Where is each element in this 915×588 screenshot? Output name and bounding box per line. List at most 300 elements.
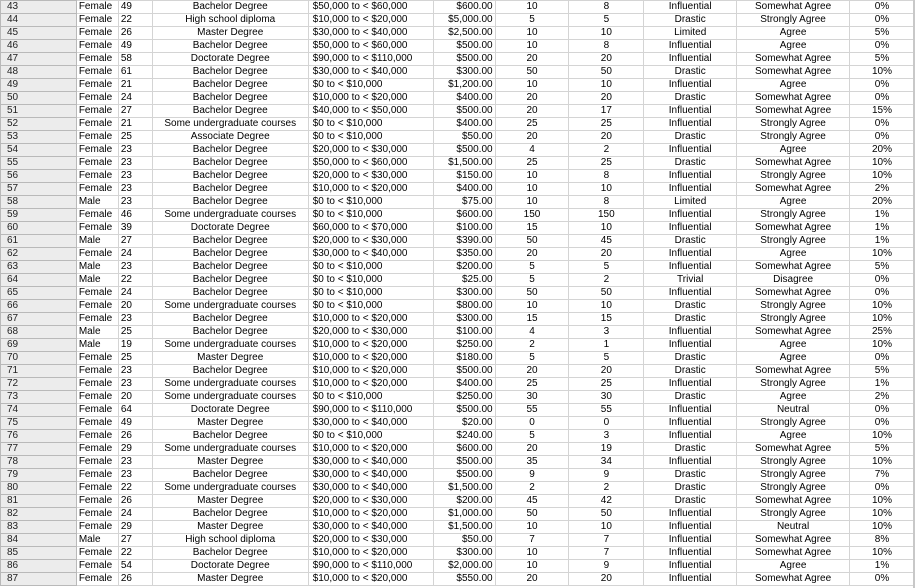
cell-value-b[interactable]: 1 <box>569 339 644 352</box>
cell-agreement[interactable]: Strongly Agree <box>737 378 850 391</box>
cell-value-a[interactable]: 5 <box>495 430 569 443</box>
cell-sex[interactable]: Male <box>76 534 118 547</box>
cell-value-b[interactable]: 0 <box>569 417 644 430</box>
cell-agreement[interactable]: Strongly Agree <box>737 300 850 313</box>
cell-value-a[interactable]: 10 <box>495 1 569 14</box>
cell-income[interactable]: $50,000 to < $60,000 <box>308 1 433 14</box>
cell-amount[interactable]: $390.00 <box>433 235 495 248</box>
cell-sex[interactable]: Female <box>76 573 118 586</box>
cell-value-a[interactable]: 20 <box>495 573 569 586</box>
row-header[interactable]: 62 <box>1 248 77 261</box>
cell-value-a[interactable]: 20 <box>495 105 569 118</box>
cell-influence[interactable]: Drastic <box>644 391 737 404</box>
cell-education[interactable]: Some undergraduate courses <box>152 378 308 391</box>
cell-value-b[interactable]: 10 <box>569 79 644 92</box>
cell-amount[interactable]: $200.00 <box>433 495 495 508</box>
cell-amount[interactable]: $300.00 <box>433 287 495 300</box>
cell-sex[interactable]: Male <box>76 339 118 352</box>
cell-age[interactable]: 29 <box>118 521 152 534</box>
cell-income[interactable]: $10,000 to < $20,000 <box>308 378 433 391</box>
cell-influence[interactable]: Influential <box>644 534 737 547</box>
cell-sex[interactable]: Female <box>76 1 118 14</box>
cell-amount[interactable]: $400.00 <box>433 183 495 196</box>
cell-influence[interactable]: Drastic <box>644 66 737 79</box>
cell-influence[interactable]: Influential <box>644 248 737 261</box>
cell-education[interactable]: Some undergraduate courses <box>152 209 308 222</box>
cell-percent[interactable]: 10% <box>850 547 915 560</box>
row-header[interactable]: 72 <box>1 378 77 391</box>
cell-percent[interactable]: 0% <box>850 482 915 495</box>
row-header[interactable]: 52 <box>1 118 77 131</box>
cell-agreement[interactable]: Strongly Agree <box>737 313 850 326</box>
cell-income[interactable]: $30,000 to < $40,000 <box>308 469 433 482</box>
cell-influence[interactable]: Influential <box>644 144 737 157</box>
row-header[interactable]: 43 <box>1 1 77 14</box>
cell-value-a[interactable]: 20 <box>495 131 569 144</box>
cell-income[interactable]: $90,000 to < $110,000 <box>308 404 433 417</box>
cell-income[interactable]: $30,000 to < $40,000 <box>308 456 433 469</box>
cell-agreement[interactable]: Strongly Agree <box>737 118 850 131</box>
cell-influence[interactable]: Influential <box>644 79 737 92</box>
cell-agreement[interactable]: Somewhat Agree <box>737 547 850 560</box>
cell-income[interactable]: $0 to < $10,000 <box>308 79 433 92</box>
cell-education[interactable]: Doctorate Degree <box>152 404 308 417</box>
cell-influence[interactable]: Influential <box>644 430 737 443</box>
cell-education[interactable]: Doctorate Degree <box>152 53 308 66</box>
cell-education[interactable]: Doctorate Degree <box>152 222 308 235</box>
cell-amount[interactable]: $300.00 <box>433 313 495 326</box>
cell-age[interactable]: 58 <box>118 53 152 66</box>
cell-age[interactable]: 23 <box>118 365 152 378</box>
cell-influence[interactable]: Influential <box>644 118 737 131</box>
row-header[interactable]: 45 <box>1 27 77 40</box>
cell-sex[interactable]: Female <box>76 157 118 170</box>
cell-value-b[interactable]: 15 <box>569 313 644 326</box>
cell-influence[interactable]: Influential <box>644 53 737 66</box>
row-header[interactable]: 68 <box>1 326 77 339</box>
cell-age[interactable]: 49 <box>118 1 152 14</box>
cell-percent[interactable]: 0% <box>850 417 915 430</box>
cell-amount[interactable]: $500.00 <box>433 456 495 469</box>
cell-income[interactable]: $10,000 to < $20,000 <box>308 547 433 560</box>
cell-age[interactable]: 26 <box>118 573 152 586</box>
cell-amount[interactable]: $2,500.00 <box>433 27 495 40</box>
cell-influence[interactable]: Influential <box>644 547 737 560</box>
cell-value-b[interactable]: 30 <box>569 391 644 404</box>
cell-education[interactable]: Bachelor Degree <box>152 248 308 261</box>
cell-income[interactable]: $0 to < $10,000 <box>308 430 433 443</box>
cell-income[interactable]: $30,000 to < $40,000 <box>308 482 433 495</box>
cell-amount[interactable]: $75.00 <box>433 196 495 209</box>
cell-value-a[interactable]: 50 <box>495 235 569 248</box>
cell-value-a[interactable]: 5 <box>495 14 569 27</box>
cell-age[interactable]: 21 <box>118 118 152 131</box>
cell-influence[interactable]: Influential <box>644 417 737 430</box>
cell-income[interactable]: $20,000 to < $30,000 <box>308 144 433 157</box>
cell-age[interactable]: 24 <box>118 287 152 300</box>
cell-age[interactable]: 22 <box>118 547 152 560</box>
cell-influence[interactable]: Influential <box>644 508 737 521</box>
cell-agreement[interactable]: Strongly Agree <box>737 14 850 27</box>
cell-age[interactable]: 19 <box>118 339 152 352</box>
cell-value-b[interactable]: 2 <box>569 274 644 287</box>
cell-agreement[interactable]: Agree <box>737 248 850 261</box>
cell-value-a[interactable]: 4 <box>495 144 569 157</box>
cell-value-a[interactable]: 4 <box>495 326 569 339</box>
cell-percent[interactable]: 0% <box>850 352 915 365</box>
row-header[interactable]: 46 <box>1 40 77 53</box>
cell-agreement[interactable]: Strongly Agree <box>737 469 850 482</box>
cell-influence[interactable]: Limited <box>644 27 737 40</box>
cell-sex[interactable]: Female <box>76 222 118 235</box>
cell-percent[interactable]: 1% <box>850 235 915 248</box>
cell-sex[interactable]: Female <box>76 53 118 66</box>
cell-value-b[interactable]: 50 <box>569 287 644 300</box>
cell-value-b[interactable]: 20 <box>569 92 644 105</box>
cell-income[interactable]: $0 to < $10,000 <box>308 300 433 313</box>
cell-sex[interactable]: Female <box>76 378 118 391</box>
cell-percent[interactable]: 10% <box>850 66 915 79</box>
cell-income[interactable]: $30,000 to < $40,000 <box>308 66 433 79</box>
cell-education[interactable]: Master Degree <box>152 573 308 586</box>
cell-influence[interactable]: Influential <box>644 183 737 196</box>
cell-value-a[interactable]: 20 <box>495 248 569 261</box>
cell-agreement[interactable]: Strongly Agree <box>737 209 850 222</box>
cell-age[interactable]: 49 <box>118 40 152 53</box>
cell-education[interactable]: Bachelor Degree <box>152 235 308 248</box>
cell-sex[interactable]: Female <box>76 547 118 560</box>
cell-value-b[interactable]: 34 <box>569 456 644 469</box>
cell-influence[interactable]: Influential <box>644 170 737 183</box>
row-header[interactable]: 82 <box>1 508 77 521</box>
cell-income[interactable]: $10,000 to < $20,000 <box>308 92 433 105</box>
cell-income[interactable]: $0 to < $10,000 <box>308 209 433 222</box>
cell-age[interactable]: 46 <box>118 209 152 222</box>
cell-amount[interactable]: $550.00 <box>433 573 495 586</box>
cell-amount[interactable]: $500.00 <box>433 469 495 482</box>
cell-education[interactable]: Associate Degree <box>152 131 308 144</box>
row-header[interactable]: 78 <box>1 456 77 469</box>
cell-agreement[interactable]: Agree <box>737 40 850 53</box>
cell-percent[interactable]: 10% <box>850 248 915 261</box>
cell-amount[interactable]: $1,500.00 <box>433 521 495 534</box>
row-header[interactable]: 83 <box>1 521 77 534</box>
cell-age[interactable]: 49 <box>118 417 152 430</box>
cell-amount[interactable]: $180.00 <box>433 352 495 365</box>
cell-age[interactable]: 23 <box>118 196 152 209</box>
cell-sex[interactable]: Male <box>76 274 118 287</box>
cell-age[interactable]: 23 <box>118 261 152 274</box>
cell-value-a[interactable]: 10 <box>495 79 569 92</box>
cell-amount[interactable]: $400.00 <box>433 92 495 105</box>
cell-income[interactable]: $30,000 to < $40,000 <box>308 27 433 40</box>
row-header[interactable]: 70 <box>1 352 77 365</box>
cell-sex[interactable]: Female <box>76 14 118 27</box>
cell-education[interactable]: Bachelor Degree <box>152 326 308 339</box>
cell-influence[interactable]: Influential <box>644 209 737 222</box>
row-header[interactable]: 80 <box>1 482 77 495</box>
cell-education[interactable]: Bachelor Degree <box>152 313 308 326</box>
cell-percent[interactable]: 10% <box>850 300 915 313</box>
cell-education[interactable]: Bachelor Degree <box>152 157 308 170</box>
cell-agreement[interactable]: Somewhat Agree <box>737 92 850 105</box>
cell-income[interactable]: $10,000 to < $20,000 <box>308 352 433 365</box>
cell-agreement[interactable]: Strongly Agree <box>737 482 850 495</box>
cell-percent[interactable]: 10% <box>850 521 915 534</box>
cell-education[interactable]: Master Degree <box>152 27 308 40</box>
cell-percent[interactable]: 0% <box>850 131 915 144</box>
row-header[interactable]: 55 <box>1 157 77 170</box>
cell-sex[interactable]: Female <box>76 170 118 183</box>
cell-income[interactable]: $10,000 to < $20,000 <box>308 508 433 521</box>
cell-agreement[interactable]: Strongly Agree <box>737 131 850 144</box>
cell-sex[interactable]: Female <box>76 27 118 40</box>
cell-income[interactable]: $50,000 to < $60,000 <box>308 40 433 53</box>
cell-amount[interactable]: $150.00 <box>433 170 495 183</box>
cell-agreement[interactable]: Somewhat Agree <box>737 183 850 196</box>
cell-agreement[interactable]: Somewhat Agree <box>737 443 850 456</box>
cell-agreement[interactable]: Somewhat Agree <box>737 53 850 66</box>
row-header[interactable]: 65 <box>1 287 77 300</box>
cell-influence[interactable]: Trivial <box>644 274 737 287</box>
row-header[interactable]: 59 <box>1 209 77 222</box>
cell-sex[interactable]: Female <box>76 118 118 131</box>
cell-value-a[interactable]: 25 <box>495 157 569 170</box>
cell-value-a[interactable]: 55 <box>495 404 569 417</box>
cell-value-a[interactable]: 10 <box>495 300 569 313</box>
cell-value-a[interactable]: 30 <box>495 391 569 404</box>
row-header[interactable]: 85 <box>1 547 77 560</box>
cell-age[interactable]: 24 <box>118 508 152 521</box>
cell-sex[interactable]: Female <box>76 404 118 417</box>
cell-value-b[interactable]: 8 <box>569 170 644 183</box>
cell-income[interactable]: $30,000 to < $40,000 <box>308 417 433 430</box>
cell-percent[interactable]: 10% <box>850 157 915 170</box>
cell-sex[interactable]: Female <box>76 430 118 443</box>
cell-value-b[interactable]: 20 <box>569 573 644 586</box>
cell-agreement[interactable]: Agree <box>737 79 850 92</box>
cell-agreement[interactable]: Somewhat Agree <box>737 495 850 508</box>
cell-age[interactable]: 23 <box>118 378 152 391</box>
cell-agreement[interactable]: Somewhat Agree <box>737 157 850 170</box>
cell-age[interactable]: 25 <box>118 131 152 144</box>
cell-influence[interactable]: Limited <box>644 196 737 209</box>
cell-sex[interactable]: Male <box>76 261 118 274</box>
cell-age[interactable]: 26 <box>118 495 152 508</box>
cell-value-a[interactable]: 45 <box>495 495 569 508</box>
row-header[interactable]: 63 <box>1 261 77 274</box>
cell-age[interactable]: 23 <box>118 170 152 183</box>
cell-percent[interactable]: 5% <box>850 443 915 456</box>
cell-value-b[interactable]: 17 <box>569 105 644 118</box>
cell-percent[interactable]: 20% <box>850 144 915 157</box>
cell-influence[interactable]: Influential <box>644 326 737 339</box>
cell-influence[interactable]: Influential <box>644 222 737 235</box>
cell-value-b[interactable]: 25 <box>569 118 644 131</box>
cell-income[interactable]: $20,000 to < $30,000 <box>308 534 433 547</box>
cell-amount[interactable]: $400.00 <box>433 118 495 131</box>
row-header[interactable]: 60 <box>1 222 77 235</box>
cell-percent[interactable]: 15% <box>850 105 915 118</box>
cell-value-b[interactable]: 3 <box>569 430 644 443</box>
cell-value-b[interactable]: 20 <box>569 131 644 144</box>
cell-age[interactable]: 23 <box>118 456 152 469</box>
row-header[interactable]: 81 <box>1 495 77 508</box>
cell-income[interactable]: $0 to < $10,000 <box>308 118 433 131</box>
cell-influence[interactable]: Influential <box>644 261 737 274</box>
cell-percent[interactable]: 10% <box>850 508 915 521</box>
cell-agreement[interactable]: Strongly Agree <box>737 508 850 521</box>
row-header[interactable]: 48 <box>1 66 77 79</box>
cell-value-a[interactable]: 25 <box>495 378 569 391</box>
cell-amount[interactable]: $500.00 <box>433 105 495 118</box>
cell-sex[interactable]: Female <box>76 287 118 300</box>
cell-percent[interactable]: 0% <box>850 274 915 287</box>
cell-age[interactable]: 20 <box>118 300 152 313</box>
cell-amount[interactable]: $500.00 <box>433 40 495 53</box>
cell-sex[interactable]: Female <box>76 417 118 430</box>
cell-education[interactable]: Bachelor Degree <box>152 508 308 521</box>
cell-age[interactable]: 25 <box>118 326 152 339</box>
cell-percent[interactable]: 5% <box>850 365 915 378</box>
cell-influence[interactable]: Influential <box>644 521 737 534</box>
row-header[interactable]: 69 <box>1 339 77 352</box>
cell-amount[interactable]: $400.00 <box>433 378 495 391</box>
cell-value-b[interactable]: 19 <box>569 443 644 456</box>
cell-age[interactable]: 27 <box>118 105 152 118</box>
cell-amount[interactable]: $500.00 <box>433 144 495 157</box>
cell-sex[interactable]: Female <box>76 209 118 222</box>
cell-sex[interactable]: Female <box>76 352 118 365</box>
row-header[interactable]: 79 <box>1 469 77 482</box>
cell-sex[interactable]: Female <box>76 144 118 157</box>
cell-age[interactable]: 27 <box>118 235 152 248</box>
cell-age[interactable]: 54 <box>118 560 152 573</box>
cell-agreement[interactable]: Agree <box>737 27 850 40</box>
cell-value-b[interactable]: 20 <box>569 365 644 378</box>
cell-value-a[interactable]: 5 <box>495 261 569 274</box>
cell-percent[interactable]: 0% <box>850 92 915 105</box>
cell-influence[interactable]: Drastic <box>644 313 737 326</box>
cell-education[interactable]: Master Degree <box>152 521 308 534</box>
cell-agreement[interactable]: Somewhat Agree <box>737 534 850 547</box>
row-header[interactable]: 86 <box>1 560 77 573</box>
cell-sex[interactable]: Female <box>76 482 118 495</box>
cell-influence[interactable]: Drastic <box>644 235 737 248</box>
cell-sex[interactable]: Male <box>76 326 118 339</box>
cell-sex[interactable]: Female <box>76 183 118 196</box>
row-header[interactable]: 49 <box>1 79 77 92</box>
cell-education[interactable]: Some undergraduate courses <box>152 118 308 131</box>
cell-amount[interactable]: $600.00 <box>433 209 495 222</box>
cell-education[interactable]: Doctorate Degree <box>152 560 308 573</box>
cell-agreement[interactable]: Somewhat Agree <box>737 326 850 339</box>
cell-amount[interactable]: $50.00 <box>433 534 495 547</box>
cell-percent[interactable]: 5% <box>850 27 915 40</box>
cell-influence[interactable]: Influential <box>644 378 737 391</box>
cell-percent[interactable]: 25% <box>850 326 915 339</box>
cell-income[interactable]: $0 to < $10,000 <box>308 287 433 300</box>
cell-value-b[interactable]: 10 <box>569 521 644 534</box>
cell-education[interactable]: Master Degree <box>152 352 308 365</box>
cell-education[interactable]: Bachelor Degree <box>152 196 308 209</box>
cell-value-b[interactable]: 5 <box>569 261 644 274</box>
cell-value-a[interactable]: 10 <box>495 196 569 209</box>
cell-value-b[interactable]: 9 <box>569 469 644 482</box>
cell-agreement[interactable]: Somewhat Agree <box>737 365 850 378</box>
cell-education[interactable]: Bachelor Degree <box>152 1 308 14</box>
cell-education[interactable]: Bachelor Degree <box>152 183 308 196</box>
cell-income[interactable]: $0 to < $10,000 <box>308 274 433 287</box>
cell-amount[interactable]: $300.00 <box>433 547 495 560</box>
cell-value-a[interactable]: 10 <box>495 560 569 573</box>
cell-sex[interactable]: Female <box>76 131 118 144</box>
cell-education[interactable]: Master Degree <box>152 417 308 430</box>
row-header[interactable]: 51 <box>1 105 77 118</box>
cell-income[interactable]: $20,000 to < $30,000 <box>308 326 433 339</box>
cell-value-b[interactable]: 25 <box>569 378 644 391</box>
cell-value-a[interactable]: 9 <box>495 469 569 482</box>
cell-sex[interactable]: Female <box>76 313 118 326</box>
cell-age[interactable]: 24 <box>118 92 152 105</box>
cell-amount[interactable]: $1,500.00 <box>433 157 495 170</box>
cell-amount[interactable]: $500.00 <box>433 365 495 378</box>
cell-income[interactable]: $0 to < $10,000 <box>308 131 433 144</box>
cell-influence[interactable]: Drastic <box>644 352 737 365</box>
cell-influence[interactable]: Influential <box>644 560 737 573</box>
cell-agreement[interactable]: Neutral <box>737 404 850 417</box>
cell-education[interactable]: Some undergraduate courses <box>152 482 308 495</box>
cell-value-b[interactable]: 25 <box>569 157 644 170</box>
cell-percent[interactable]: 10% <box>850 495 915 508</box>
cell-percent[interactable]: 10% <box>850 170 915 183</box>
cell-percent[interactable]: 8% <box>850 534 915 547</box>
cell-influence[interactable]: Drastic <box>644 469 737 482</box>
cell-sex[interactable]: Female <box>76 391 118 404</box>
cell-age[interactable]: 27 <box>118 534 152 547</box>
cell-value-b[interactable]: 50 <box>569 508 644 521</box>
cell-income[interactable]: $60,000 to < $70,000 <box>308 222 433 235</box>
cell-percent[interactable]: 5% <box>850 261 915 274</box>
cell-income[interactable]: $10,000 to < $20,000 <box>308 313 433 326</box>
cell-percent[interactable]: 0% <box>850 40 915 53</box>
cell-amount[interactable]: $1,200.00 <box>433 79 495 92</box>
cell-age[interactable]: 23 <box>118 144 152 157</box>
cell-amount[interactable]: $600.00 <box>433 1 495 14</box>
cell-education[interactable]: Master Degree <box>152 495 308 508</box>
cell-agreement[interactable]: Somewhat Agree <box>737 105 850 118</box>
cell-value-b[interactable]: 9 <box>569 560 644 573</box>
cell-age[interactable]: 23 <box>118 313 152 326</box>
cell-value-a[interactable]: 10 <box>495 27 569 40</box>
cell-value-b[interactable]: 2 <box>569 144 644 157</box>
cell-influence[interactable]: Drastic <box>644 365 737 378</box>
cell-income[interactable]: $40,000 to < $50,000 <box>308 105 433 118</box>
cell-education[interactable]: Bachelor Degree <box>152 469 308 482</box>
cell-value-a[interactable]: 20 <box>495 443 569 456</box>
cell-value-a[interactable]: 20 <box>495 365 569 378</box>
cell-value-a[interactable]: 2 <box>495 482 569 495</box>
cell-age[interactable]: 22 <box>118 274 152 287</box>
cell-age[interactable]: 24 <box>118 248 152 261</box>
cell-value-b[interactable]: 8 <box>569 1 644 14</box>
cell-amount[interactable]: $25.00 <box>433 274 495 287</box>
cell-value-a[interactable]: 20 <box>495 92 569 105</box>
cell-value-b[interactable]: 50 <box>569 66 644 79</box>
cell-amount[interactable]: $250.00 <box>433 391 495 404</box>
cell-influence[interactable]: Influential <box>644 573 737 586</box>
cell-education[interactable]: Bachelor Degree <box>152 287 308 300</box>
